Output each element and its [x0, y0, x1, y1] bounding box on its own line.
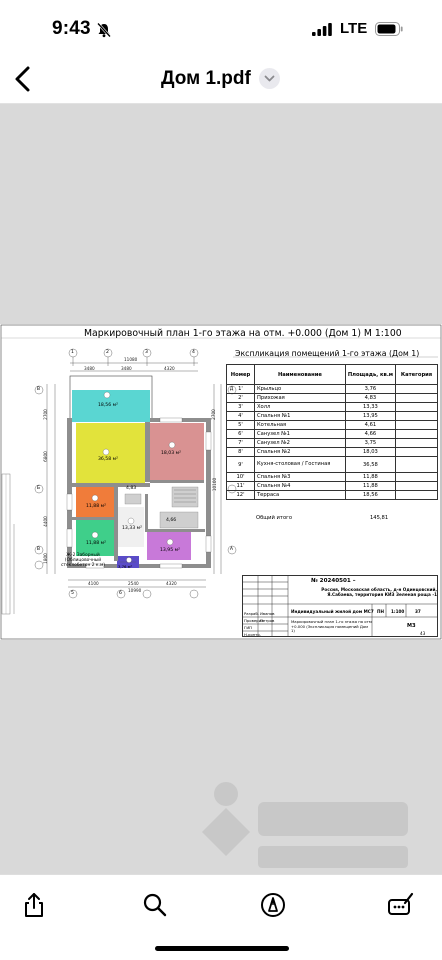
table-row: 5' Котельная 4,61	[227, 421, 438, 430]
room-label-bathroom: 4,66	[166, 518, 177, 523]
column-header-number: Номер	[227, 365, 255, 385]
room-label-hall: 13,33 м²	[122, 526, 142, 531]
table-title: Экспликация помещений 1-го этажа (Дом 1)	[235, 349, 420, 358]
status-bar	[0, 0, 442, 56]
dim-bottom-left: 4100	[88, 581, 99, 586]
stage-label: ПН	[377, 609, 385, 614]
bell-slash-icon	[96, 22, 112, 38]
search-icon[interactable]	[141, 891, 169, 919]
dim-left-low: 4400	[42, 516, 48, 527]
table-row: 9' Кухня-столовая / Гостиная 36,58	[227, 457, 438, 473]
dim-left-mid: 6800	[42, 451, 48, 462]
title-menu-chevron-icon[interactable]	[259, 68, 280, 89]
pdf-viewer[interactable]	[0, 104, 442, 874]
signal-icon	[312, 23, 332, 36]
dim-bottom-right: 4320	[166, 581, 177, 586]
table-row: 1' Крыльцо 3,76	[227, 385, 438, 394]
dim-top-right: 4320	[164, 366, 175, 371]
table-row: 2' Прихожая 4,83	[227, 394, 438, 403]
scale-label: 1:100	[391, 609, 405, 614]
axis-label: 3	[145, 350, 148, 355]
room-bedroom-3	[76, 487, 114, 517]
column-header-area: Площадь, кв.м	[345, 365, 395, 385]
axis-label: 6	[119, 591, 122, 596]
axis-label: 4	[192, 350, 195, 355]
dim-top-mid: 3480	[121, 366, 132, 371]
table-row: 10' Спальня №3 11,88	[227, 473, 438, 482]
dim-bottom-total: 10990	[128, 588, 142, 593]
table-row: 11' Спальня №4 11,88	[227, 482, 438, 491]
porch-note: Ж-2 Заборный (Облицовочный стеклобетон 2 к.м)	[61, 553, 105, 568]
room-label-porch: 3,76 м²	[118, 564, 133, 569]
room-label-bedroom-1: 13,95 м²	[160, 548, 180, 553]
room-label-living: 36,58 м²	[98, 457, 118, 462]
axis-label: 5	[71, 591, 74, 596]
axis-label: Д	[229, 387, 234, 392]
axis-label: 1	[71, 350, 74, 355]
project-code: № 20240501 –	[311, 578, 356, 584]
sheet-code: МЗ	[407, 623, 416, 629]
total-value: 145,81	[370, 515, 389, 521]
signer-name: Иванов	[260, 611, 275, 616]
network-label: LTE	[340, 20, 368, 37]
room-label-hallway: 4,83	[126, 486, 137, 491]
dim-right-top: 2700	[210, 409, 216, 420]
rooms-table	[226, 364, 438, 500]
status-time: 9:43	[52, 18, 91, 39]
dim-left-top: 2700	[42, 409, 48, 420]
table-row: 3' Холл 13,33	[227, 403, 438, 412]
room-label-terrace: 18,56 м²	[98, 403, 118, 408]
total-label: Общий итого	[256, 515, 293, 521]
title-block	[242, 575, 438, 637]
role-label: Разраб.	[244, 611, 259, 616]
room-living	[76, 423, 145, 483]
share-icon[interactable]	[20, 891, 48, 919]
markup-icon[interactable]	[259, 891, 287, 919]
role-label: Н.контр.	[244, 632, 261, 637]
table-row: 4' Спальня №1 13,95	[227, 412, 438, 421]
navigation-bar	[0, 56, 442, 104]
dim-top-total: 11080	[124, 357, 138, 362]
role-label: ГИП	[244, 625, 253, 630]
room-label-bedroom-3: 11,88 м²	[86, 504, 106, 509]
room-bedroom-1	[147, 532, 191, 560]
column-header-category: Категория	[396, 365, 438, 385]
pdf-page[interactable]	[0, 324, 442, 640]
axis-label: В	[36, 387, 41, 392]
dim-bottom-mid: 2540	[128, 581, 139, 586]
role-label: Проверил	[244, 618, 264, 623]
room-label-bedroom-4: 11,88 м²	[86, 541, 106, 546]
annotate-icon[interactable]	[386, 891, 414, 919]
cian-watermark-logo	[196, 772, 416, 874]
table-row: 8' Спальня №2 18,03	[227, 448, 438, 457]
axis-label: В	[36, 547, 41, 552]
axis-label: А	[229, 547, 234, 552]
axis-label: Б	[36, 486, 41, 491]
sheet-number: 37	[415, 609, 421, 614]
table-row: 6' Санузел №1 4,66	[227, 430, 438, 439]
column-header-name: Наименование	[255, 365, 346, 385]
sheet-name: Маркировочный план 1-го этажа на отм +0.000 (Экспликация помещений Дом 1)	[291, 619, 372, 634]
room-label-bedroom-2: 18,03 м²	[161, 451, 181, 456]
plan-title: Маркировочный план 1-го этажа на отм. +0.000 (Дом 1) М 1:100	[84, 328, 402, 339]
battery-icon	[375, 22, 403, 36]
project-address: Россия, Московская область, д-н Одинцовский, Я.Сабаева, территория КИЗ Зеленая роща -1	[321, 587, 437, 597]
dim-left-bottom: 1800	[42, 553, 48, 564]
table-row: 12' Терраса 18,56	[227, 491, 438, 500]
project-name: Индивидуальный жилой дом МС7	[291, 609, 374, 614]
dim-right-total: 10100	[212, 477, 218, 492]
signer-name: Петров	[260, 618, 275, 623]
home-indicator	[155, 946, 289, 951]
page-number: 43	[420, 631, 426, 636]
table-row: 7' Санузел №2 3,75	[227, 439, 438, 448]
document-title: Дом 1.pdf	[161, 68, 251, 89]
dim-top-left: 3480	[84, 366, 95, 371]
back-button[interactable]	[6, 60, 42, 98]
axis-label: 2	[106, 350, 109, 355]
